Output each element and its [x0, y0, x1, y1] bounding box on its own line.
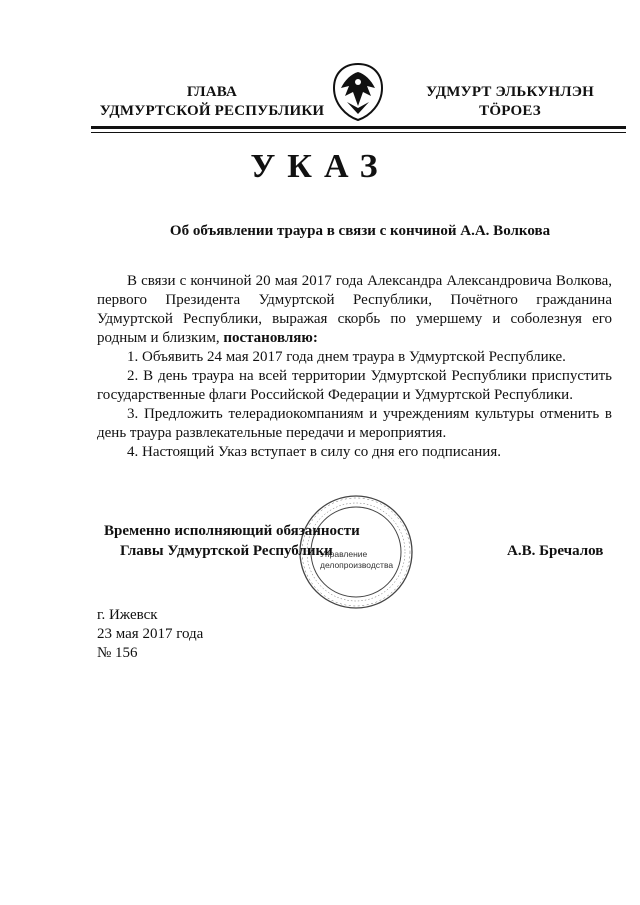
header-rule-thin: [91, 132, 626, 133]
footer-city: г. Ижевск: [97, 607, 158, 623]
signatory-name: А.В. Бречалов: [507, 543, 604, 559]
header-left-line2: УДМУРТСКОЙ РЕСПУБЛИКИ: [99, 103, 325, 119]
body-intro: [97, 272, 612, 348]
footer-number: № 156: [97, 645, 138, 661]
signature-position: [104, 521, 360, 561]
signature-line2: Главы Удмуртской Республики: [120, 543, 333, 559]
header-right-line1: УДМУРТ ЭЛЬКУНЛЭН: [426, 84, 594, 100]
coat-of-arms-emblem: [331, 62, 385, 122]
stamp-line1: Управление: [320, 549, 368, 559]
header-right: [415, 83, 605, 121]
footer: [97, 606, 203, 663]
header-left-line1: ГЛАВА: [186, 84, 238, 100]
header-rule-thick: [91, 126, 626, 129]
body-intro-decree: постановляю:: [223, 330, 318, 346]
header-right-line2: ТӦРОЕЗ: [479, 103, 541, 119]
stamp-line2: делопроизводства: [320, 560, 394, 570]
document-subject: Об объявлении траура в связи с кончиной А.А. Волкова: [169, 223, 551, 239]
body-item-3: 3. Предложить телерадиокомпаниям и учреждениям культуры отменить в день траура развлекательные передачи и мероприятия.: [97, 406, 612, 441]
body-item-2: 2. В день траура на всей территории Удмуртской Республики приспустить государственные флаги Российской Федерации и Удмуртской Республики.: [97, 368, 612, 403]
signature-line1: Временно исполняющий обязанности: [104, 523, 360, 539]
document-title: УКАЗ: [250, 148, 390, 185]
footer-date: 23 мая 2017 года: [97, 626, 204, 642]
body-intro-text: В связи с кончиной 20 мая 2017 года Александра Александровича Волкова, первого Президента Удмуртской Республики, Почётного гражданина Удмуртской Республики, выражая скорбь по умершему и соболезнуя его родным и близким,: [97, 273, 612, 346]
body-item-1: 1. Объявить 24 мая 2017 года днем траура в Удмуртской Республике.: [127, 349, 566, 365]
body-item-4: 4. Настоящий Указ вступает в силу со дня его подписания.: [127, 444, 501, 460]
header-left: [97, 83, 327, 121]
document-body: [97, 272, 612, 462]
